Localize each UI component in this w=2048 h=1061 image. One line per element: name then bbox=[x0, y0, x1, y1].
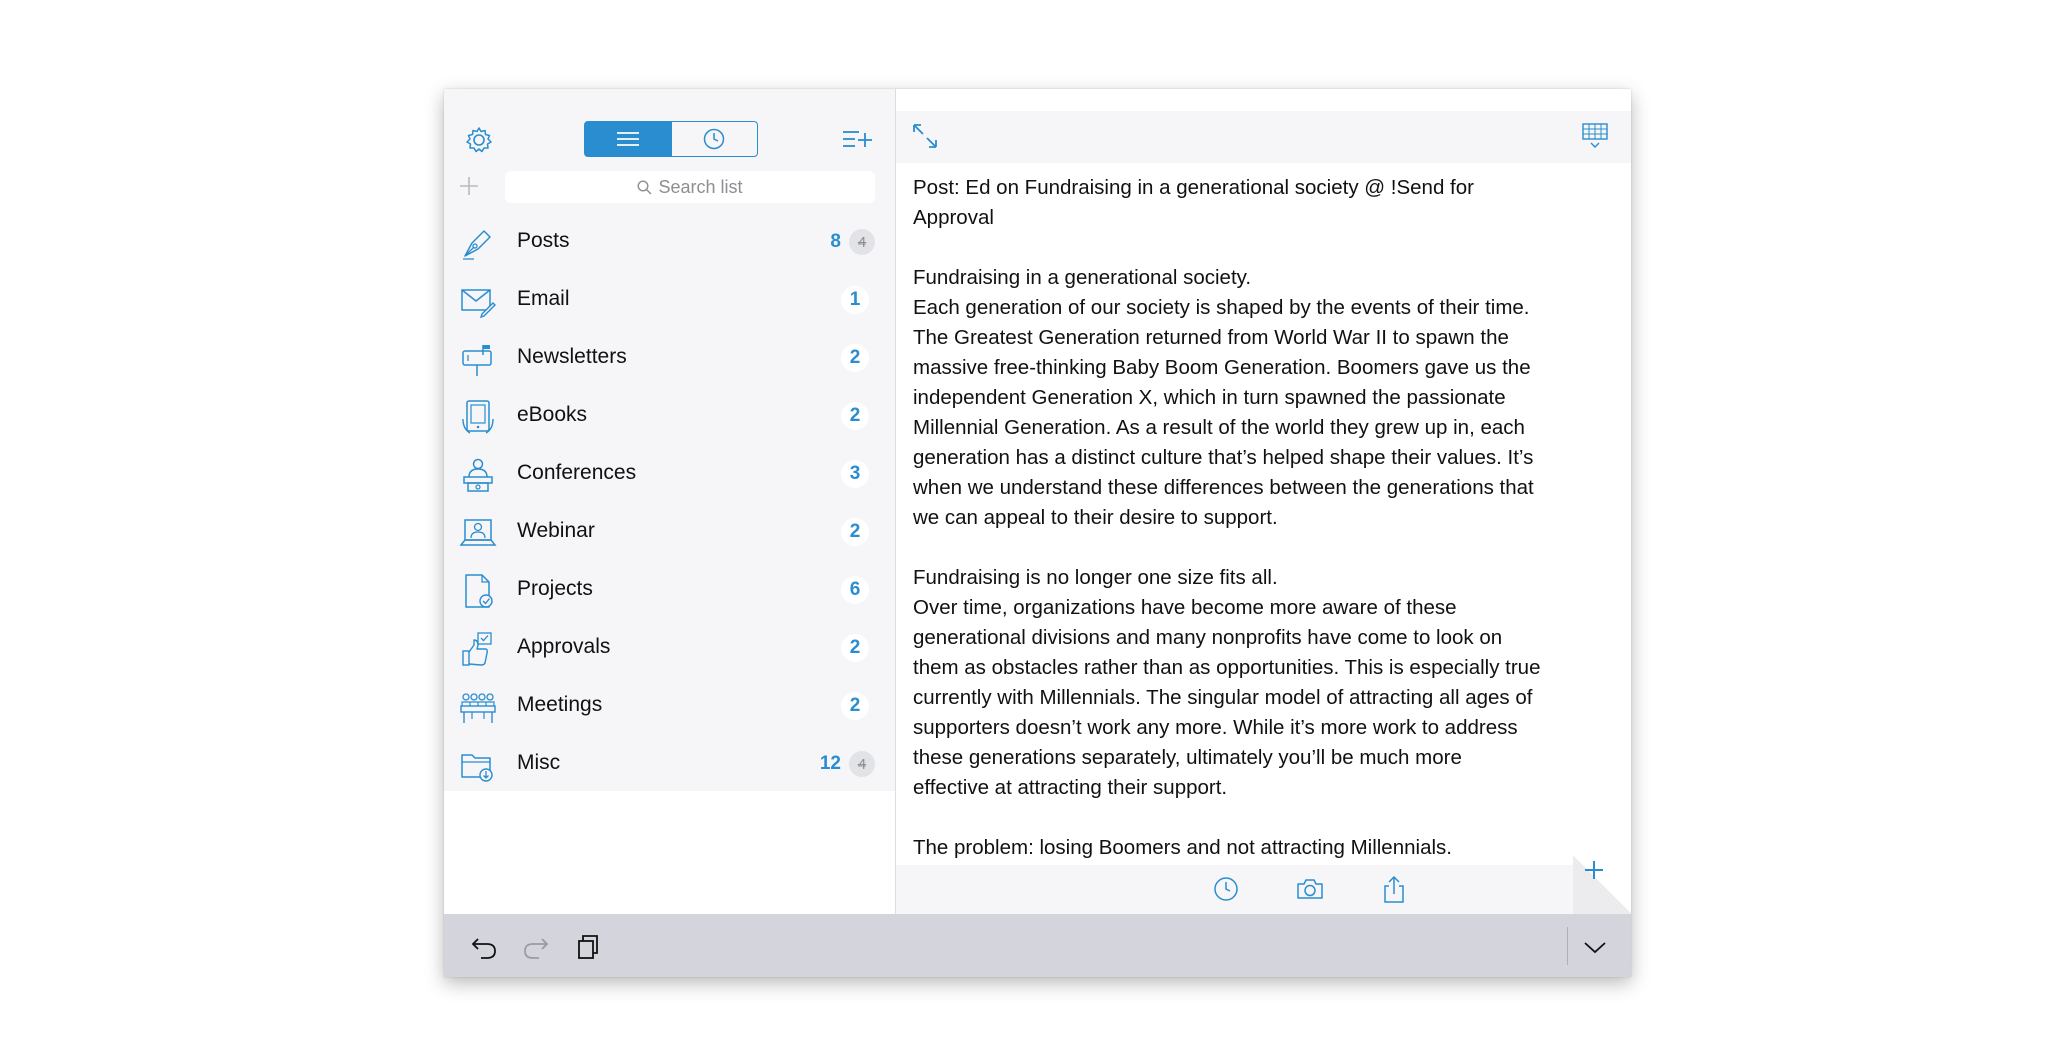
item-counts bbox=[824, 228, 875, 256]
item-label: Webinar bbox=[517, 519, 595, 542]
ebook-reader-icon bbox=[460, 399, 496, 435]
editor-header bbox=[896, 111, 1631, 163]
item-count: 8 bbox=[830, 231, 841, 252]
text-line: them as obstacles rather than as opportunities. This is especially true bbox=[913, 656, 1541, 679]
hamburger-list-icon bbox=[617, 131, 639, 147]
list-item-projects[interactable] bbox=[444, 561, 895, 619]
history-view-segment[interactable] bbox=[671, 122, 758, 156]
search-placeholder: Search list bbox=[658, 176, 743, 197]
editor-pane bbox=[896, 89, 1631, 914]
document-text[interactable] bbox=[913, 173, 1613, 859]
text-line: supporters doesn’t work any more. While it’s more work to address bbox=[913, 716, 1518, 739]
text-line: massive free-thinking Baby Boom Generation. Boomers gave us the bbox=[913, 356, 1531, 379]
item-label: Posts bbox=[517, 229, 570, 252]
item-count: 2 bbox=[841, 634, 869, 662]
category-list bbox=[444, 213, 895, 793]
item-label: Meetings bbox=[517, 693, 603, 716]
sidebar bbox=[444, 89, 895, 914]
text-line: independent Generation X, which in turn spawned the passionate bbox=[913, 386, 1506, 409]
search-input[interactable] bbox=[505, 171, 875, 203]
item-label: Misc bbox=[517, 751, 561, 774]
item-label: Email bbox=[517, 287, 570, 310]
undo-icon[interactable] bbox=[470, 933, 498, 961]
list-item-posts[interactable] bbox=[444, 213, 895, 271]
mailbox-icon bbox=[460, 341, 496, 377]
ipad-screen bbox=[444, 89, 1631, 977]
text-line: Each generation of our society is shaped by the events of their time. bbox=[913, 296, 1530, 319]
add-list-icon[interactable] bbox=[841, 125, 873, 153]
hide-keyboard-chevron-down-icon[interactable] bbox=[1581, 933, 1609, 961]
clock-icon bbox=[703, 128, 725, 150]
item-label: Conferences bbox=[517, 461, 637, 484]
text-line: The problem: losing Boomers and not attracting Millennials. bbox=[913, 836, 1452, 859]
camera-icon[interactable] bbox=[1296, 875, 1324, 903]
text-line: Approval bbox=[913, 206, 994, 229]
text-line: generation has a distinct culture that’s helped shape their values. It’s bbox=[913, 446, 1534, 469]
redo-icon[interactable] bbox=[522, 933, 550, 961]
folder-download-icon bbox=[460, 747, 496, 783]
text-line: Over time, organizations have become more aware of these bbox=[913, 596, 1457, 619]
text-line: Post: Ed on Fundraising in a generational society @ !Send for bbox=[913, 176, 1474, 199]
blank-line bbox=[913, 233, 1613, 263]
list-view-segment[interactable] bbox=[585, 122, 671, 156]
item-count: 12 bbox=[819, 753, 841, 774]
text-line: Fundraising is no longer one size fits all. bbox=[913, 566, 1278, 589]
blank-line bbox=[913, 533, 1613, 563]
item-count: 6 bbox=[841, 576, 869, 604]
editor-footer bbox=[896, 865, 1631, 914]
text-line: these generations separately, ultimately you’ll be much more bbox=[913, 746, 1462, 769]
item-count: 2 bbox=[841, 344, 869, 372]
text-line: when we understand these differences between the generations that bbox=[913, 476, 1534, 499]
list-item-email[interactable] bbox=[444, 271, 895, 329]
item-label: Approvals bbox=[517, 635, 611, 658]
thumbs-up-check-icon bbox=[460, 631, 496, 667]
item-overdue-count: 4 bbox=[849, 229, 875, 255]
paste-clipboard-icon[interactable] bbox=[574, 933, 602, 961]
settings-gear-icon[interactable] bbox=[464, 125, 494, 155]
item-label: eBooks bbox=[517, 403, 588, 426]
keyboard-dismiss-icon[interactable] bbox=[1581, 121, 1609, 149]
view-segmented-control bbox=[584, 121, 758, 157]
item-count: 2 bbox=[841, 402, 869, 430]
pen-nib-icon bbox=[460, 225, 496, 261]
item-counts bbox=[814, 750, 875, 778]
list-item-meetings[interactable] bbox=[444, 677, 895, 735]
toolbar-separator bbox=[1567, 927, 1568, 965]
envelope-pencil-icon bbox=[460, 283, 496, 319]
text-line: generational divisions and many nonprofits have come to look on bbox=[913, 626, 1503, 649]
list-item-ebooks[interactable] bbox=[444, 387, 895, 445]
text-line: effective at attracting their support. bbox=[913, 776, 1228, 799]
item-count: 2 bbox=[841, 518, 869, 546]
laptop-presenter-icon bbox=[460, 515, 496, 551]
blank-line bbox=[913, 803, 1613, 833]
document-check-icon bbox=[460, 573, 496, 609]
item-overdue-count: 4 bbox=[849, 751, 875, 777]
item-count: 1 bbox=[841, 286, 869, 314]
reminder-clock-icon[interactable] bbox=[1212, 875, 1240, 903]
list-item-webinar[interactable] bbox=[444, 503, 895, 561]
item-count: 3 bbox=[841, 460, 869, 488]
list-item-newsletters[interactable] bbox=[444, 329, 895, 387]
item-label: Projects bbox=[517, 577, 593, 600]
text-line: currently with Millennials. The singular model of attracting all ages of bbox=[913, 686, 1533, 709]
share-icon[interactable] bbox=[1380, 875, 1408, 903]
expand-fullscreen-icon[interactable] bbox=[912, 123, 938, 149]
text-line: The Greatest Generation returned from World War II to spawn the bbox=[913, 326, 1509, 349]
list-item-conferences[interactable] bbox=[444, 445, 895, 503]
keyboard-shortcut-bar bbox=[444, 914, 1631, 977]
text-line: Fundraising in a generational society. bbox=[913, 266, 1252, 289]
speaker-podium-icon bbox=[460, 457, 496, 493]
search-icon bbox=[637, 180, 652, 195]
add-item-plus-icon[interactable] bbox=[458, 175, 480, 197]
people-group-icon bbox=[460, 689, 496, 725]
text-line: Millennial Generation. As a result of the world they grew up in, each bbox=[913, 416, 1525, 439]
list-item-misc[interactable] bbox=[444, 735, 895, 793]
add-note-plus-icon[interactable] bbox=[1583, 859, 1605, 881]
item-count: 2 bbox=[841, 692, 869, 720]
item-label: Newsletters bbox=[517, 345, 627, 368]
list-item-approvals[interactable] bbox=[444, 619, 895, 677]
text-line: we can appeal to their desire to support. bbox=[913, 506, 1278, 529]
